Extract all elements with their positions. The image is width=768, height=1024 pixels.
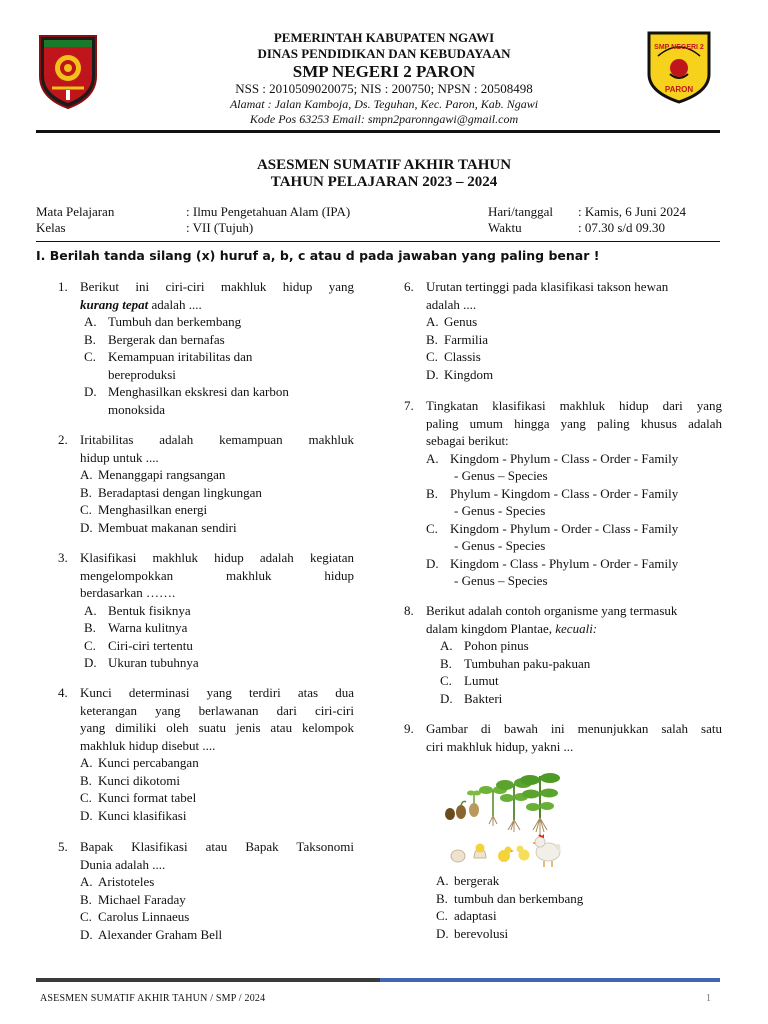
- option-letter: C.: [426, 520, 438, 536]
- question-9: [404, 720, 724, 760]
- option-letter: C.: [440, 673, 452, 688]
- question-stem-cont: makhluk hidup disebut ....: [80, 737, 216, 753]
- school-address: Alamat : Jalan Kamboja, Ds. Teguhan, Kec. Paron, Kab. Ngawi: [229, 97, 539, 111]
- option-text: Tumbuh dan berkembang: [108, 314, 242, 329]
- question-number: 3.: [58, 550, 68, 565]
- instruction: I. Berilah tanda silang (x) huruf a, b, c atau d pada jawaban yang paling benar !: [36, 248, 600, 263]
- option-letter: B.: [84, 620, 96, 635]
- option-letter: C.: [80, 502, 92, 517]
- plant-and-chicken-growth-illustration: [440, 772, 564, 870]
- option-text: Kunci format tabel: [98, 790, 197, 805]
- option-text: Classis: [444, 349, 481, 364]
- option-letter: B.: [80, 891, 92, 907]
- option-text: Aristoteles: [98, 874, 155, 889]
- question-6: [404, 278, 724, 384]
- option-letter: A.: [84, 602, 97, 618]
- option-text: Menghasilkan energi: [98, 502, 208, 517]
- question-stem-cont: hidup untuk ....: [80, 449, 159, 465]
- option-letter: A.: [426, 450, 439, 466]
- option-text: Pohon pinus: [464, 638, 529, 653]
- option-text: Menghasilkan ekskresi dan karbon: [108, 384, 289, 399]
- question-stem-cont: ciri makhluk hidup, yakni ...: [426, 738, 574, 754]
- option-letter: A.: [80, 874, 93, 889]
- option-text: Michael Faraday: [98, 891, 186, 907]
- option-letter: D.: [440, 690, 453, 706]
- option-text: bergerak: [454, 873, 500, 888]
- question-stem: Tingkatan klasifikasi makhluk hidup dari yang: [426, 398, 722, 413]
- option-letter: D.: [80, 807, 93, 823]
- school-codes: NSS : 2010509020075; NIS : 200750; NPSN : 20508498: [235, 81, 533, 96]
- option-text-cont: - Genus – Species: [454, 468, 548, 483]
- question-stem-cont: yang dimiliki oleh suatu jenis atau kelompok: [80, 720, 354, 735]
- question-stem-cont: berdasarkan …….: [80, 585, 176, 600]
- option-text: Kingdom - Phylum - Order - Class - Family: [450, 520, 679, 536]
- option-text: adaptasi: [454, 908, 497, 923]
- class-label: Kelas: [36, 220, 66, 235]
- option-letter: D.: [80, 926, 93, 942]
- question-stem-cont: keterangan yang berlawanan dari ciri-ciri: [80, 702, 354, 718]
- question-number: 4.: [58, 685, 68, 700]
- option-letter: B.: [426, 485, 438, 501]
- footer-label: ASESMEN SUMATIF AKHIR TAHUN / SMP / 2024: [40, 993, 266, 1004]
- subject-value: : Ilmu Pengetahuan Alam (IPA): [186, 204, 351, 219]
- option-text: Farmilia: [444, 331, 489, 347]
- option-text: Warna kulitnya: [108, 620, 188, 635]
- option-letter: D.: [80, 519, 93, 535]
- question-stem: Urutan tertinggi pada klasifikasi takson hewan: [426, 279, 669, 294]
- option-text-cont: bereproduksi: [108, 366, 176, 382]
- option-letter: D.: [426, 555, 439, 571]
- option-letter: D.: [426, 366, 439, 382]
- question-stem: Klasifikasi makhluk hidup adalah kegiatan: [80, 550, 354, 565]
- question-stem: Gambar di bawah ini menunjukkan salah satu: [426, 721, 722, 736]
- date-value: : Kamis, 6 Juni 2024: [578, 204, 686, 219]
- time-label: Waktu: [488, 220, 522, 235]
- option-text-cont: - Genus - Species: [454, 538, 546, 553]
- question-number: 1.: [58, 279, 68, 294]
- question-stem-cont: [80, 296, 354, 314]
- question-number: 9.: [404, 721, 414, 736]
- option-letter: A.: [440, 638, 453, 653]
- question-2: [58, 431, 358, 537]
- question-5: [58, 838, 358, 944]
- option-text: Lumut: [464, 673, 499, 688]
- question-stem: Berikut ini ciri-ciri makhluk hidup yang: [80, 279, 354, 294]
- option-text: Kunci percabangan: [98, 755, 199, 770]
- question-3: [58, 549, 358, 673]
- question-number: 8.: [404, 603, 414, 618]
- question-8: [404, 602, 724, 708]
- emphasis-text: kurang tepat: [80, 296, 149, 312]
- option-text: Ciri-ciri tertentu: [108, 637, 193, 653]
- page-number: 1: [706, 993, 711, 1004]
- question-number: 5.: [58, 839, 68, 854]
- option-letter: B.: [436, 890, 448, 906]
- option-text: Carolus Linnaeus: [98, 909, 190, 924]
- class-value: : VII (Tujuh): [186, 220, 254, 235]
- option-letter: C.: [84, 637, 96, 653]
- question-stem-cont: [426, 620, 722, 638]
- school-name: SMP NEGERI 2 PARON: [292, 62, 476, 81]
- question-number: 7.: [404, 398, 414, 413]
- question-stem: Kunci determinasi yang terdiri atas dua: [80, 685, 354, 700]
- option-text: Kemampuan iritabilitas dan: [108, 349, 253, 364]
- option-letter: B.: [80, 484, 92, 500]
- school-logo-icon: [646, 30, 712, 104]
- emphasis-text: kecuali:: [555, 620, 598, 636]
- option-letter: C.: [426, 349, 438, 364]
- option-text: Bentuk fisiknya: [108, 602, 191, 618]
- logo-top-text: SMP NEGERI 2: [654, 44, 704, 51]
- option-text: Kingdom: [444, 366, 494, 382]
- academic-year: TAHUN PELAJARAN 2023 – 2024: [270, 174, 498, 190]
- option-letter: B.: [80, 772, 92, 788]
- stem-text: dalam kingdom Plantae,: [426, 620, 556, 636]
- option-letter: A.: [80, 755, 93, 770]
- option-text: Menanggapi rangsangan: [98, 467, 226, 482]
- option-letter: A.: [84, 314, 97, 329]
- question-stem-cont: Dunia adalah ....: [80, 856, 166, 872]
- question-stem-cont: sebagai berikut:: [426, 433, 509, 448]
- question-stem-cont: mengelompokkan makhluk hidup: [80, 567, 354, 583]
- exam-title: ASESMEN SUMATIF AKHIR TAHUN: [256, 157, 512, 173]
- option-text: Bergerak dan bernafas: [108, 331, 225, 347]
- option-text-cont: - Genus - Species: [454, 503, 546, 518]
- option-text: Kingdom - Phylum - Class - Order - Family: [450, 450, 679, 466]
- subject-label: Mata Pelajaran: [36, 204, 115, 219]
- option-text: Membuat makanan sendiri: [98, 519, 237, 535]
- option-letter: B.: [440, 655, 452, 671]
- option-letter: A.: [436, 873, 449, 888]
- option-letter: C.: [84, 349, 96, 364]
- footer-divider-dark: [36, 978, 380, 982]
- date-label: Hari/tanggal: [488, 204, 553, 219]
- question-stem: Bapak Klasifikasi atau Bapak Taksonomi: [80, 839, 354, 854]
- option-letter: B.: [426, 331, 438, 347]
- option-text: Kunci klasifikasi: [98, 807, 187, 823]
- option-text: Tumbuhan paku-pakuan: [464, 655, 591, 671]
- question-stem: Berikut adalah contoh organisme yang termasuk: [426, 603, 678, 618]
- school-contact: Kode Pos 63253 Email: smpn2paronngawi@gmail.com: [249, 112, 519, 126]
- option-text: Ukuran tubuhnya: [108, 655, 199, 670]
- regency-emblem-icon: [36, 32, 100, 110]
- question-number: 2.: [58, 432, 68, 447]
- option-text: Alexander Graham Bell: [98, 926, 223, 942]
- option-text: Bakteri: [464, 690, 503, 706]
- option-text: Kunci dikotomi: [98, 772, 180, 788]
- option-letter: B.: [84, 331, 96, 347]
- option-letter: C.: [80, 909, 92, 924]
- question-7: [404, 397, 724, 593]
- question-number: 6.: [404, 279, 414, 294]
- question-9-options: [436, 872, 636, 942]
- option-letter: C.: [80, 790, 92, 805]
- option-text: berevolusi: [454, 925, 509, 941]
- question-stem: Iritabilitas adalah kemampuan makhluk: [80, 432, 354, 447]
- question-4: [58, 684, 358, 824]
- option-letter: A.: [426, 314, 439, 329]
- option-letter: A.: [80, 467, 93, 482]
- stem-tail: adalah ....: [148, 296, 202, 312]
- option-text: Kingdom - Class - Phylum - Order - Family: [450, 555, 679, 571]
- question-1: [58, 278, 358, 418]
- letterhead-divider: [36, 130, 720, 133]
- footer-divider-blue: [380, 978, 720, 982]
- option-letter: D.: [84, 384, 97, 399]
- time-value: : 07.30 s/d 09.30: [578, 220, 666, 235]
- question-stem-cont: paling umum hingga yang paling khusus adalah: [426, 415, 722, 431]
- option-text: Phylum - Kingdom - Class - Order - Family: [450, 485, 679, 501]
- option-letter: D.: [436, 925, 449, 941]
- letterhead: [0, 0, 768, 134]
- option-text: Beradaptasi dengan lingkungan: [98, 484, 262, 500]
- logo-bottom-text: PARON: [664, 85, 694, 94]
- info-divider: [36, 241, 720, 242]
- option-text: tumbuh dan berkembang: [454, 890, 584, 906]
- option-letter: D.: [84, 655, 97, 670]
- department-name: DINAS PENDIDIKAN DAN KEBUDAYAAN: [257, 46, 511, 61]
- option-letter: C.: [436, 908, 448, 923]
- government-name: PEMERINTAH KABUPATEN NGAWI: [273, 30, 495, 45]
- question-stem-cont: adalah ....: [426, 296, 477, 312]
- option-text-cont: - Genus – Species: [454, 573, 548, 588]
- option-text: Genus: [444, 314, 478, 329]
- option-text-cont: monoksida: [108, 401, 166, 417]
